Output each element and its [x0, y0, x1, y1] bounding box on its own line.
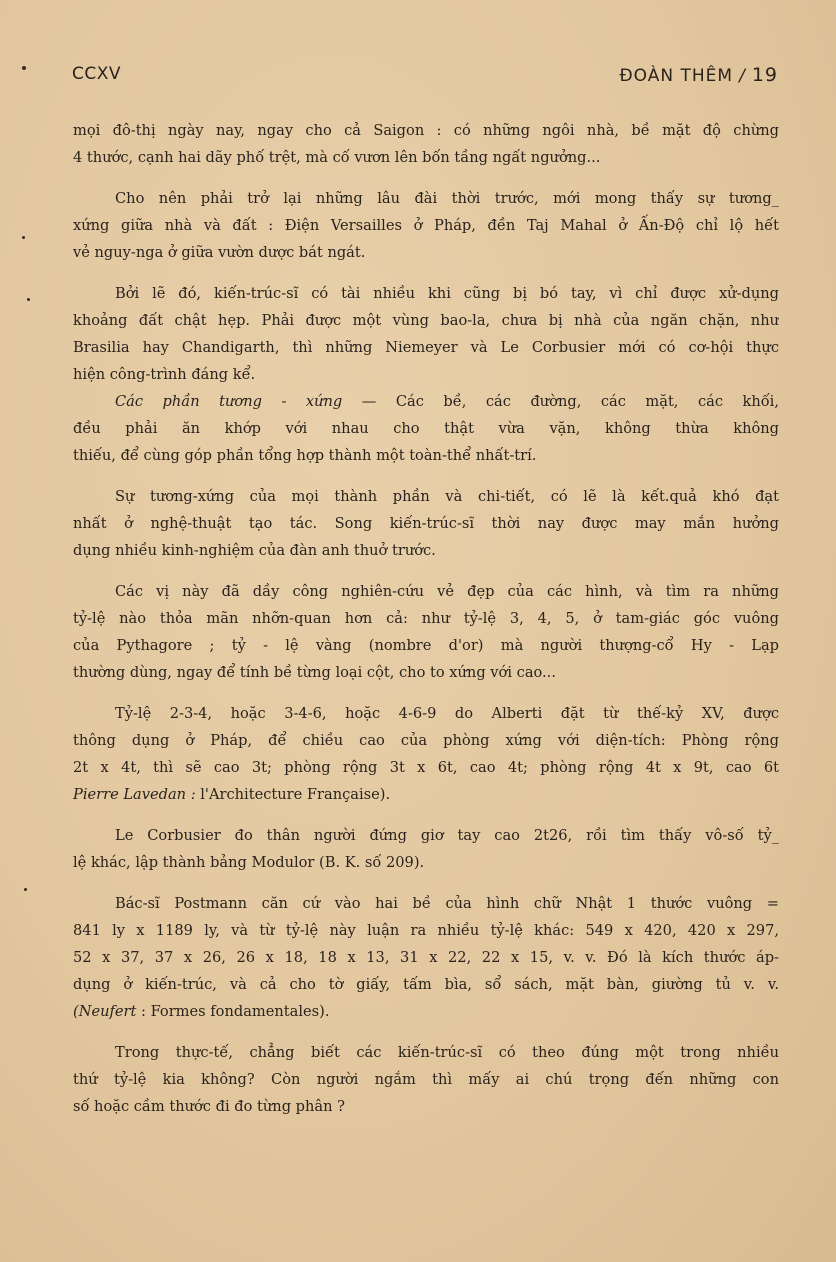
text-line: [73, 415, 779, 442]
text-line-content: Tỷ-lệ 2-3-4, hoặc 3-4-6, hoặc 4-6-9 do Alberti đặt từ thế-kỷ XV, được: [115, 705, 779, 722]
text-line: [73, 537, 779, 564]
italic-lead: (Neufert: [73, 1003, 137, 1020]
text-line: [73, 212, 779, 239]
text-line-content: dụng ở kiến-trúc, và cả cho tờ giấy, tấm bìa, sổ sách, mặt bàn, giường tủ v. v.: [73, 976, 779, 993]
author-name: ĐOÀN THÊM: [619, 66, 734, 86]
text-line: [73, 361, 779, 388]
text-line: [73, 917, 779, 944]
body-text: [73, 117, 779, 1120]
text-line-content: thường dùng, ngay để tính bề từng loại cột, cho to xứng với cao...: [73, 664, 556, 681]
page-blemish: [22, 236, 25, 239]
italic-lead: Pierre Lavedan :: [73, 786, 196, 803]
text-line-content: tỷ-lệ nào thỏa mãn nhỡn-quan hơn cả: như tỷ-lệ 3, 4, 5, ở tam-giác góc vuông: [73, 610, 779, 627]
text-line: [73, 334, 779, 361]
running-header: [72, 64, 778, 88]
text-line: [73, 998, 779, 1025]
text-line-content: l'Architecture Française).: [200, 786, 391, 803]
author-and-page: [619, 64, 778, 86]
text-line-content: Các vị này đã dầy công nghiên-cứu vẻ đẹp của các hình, và tìm ra những: [115, 583, 779, 600]
italic-lead: Các phần tương - xứng: [115, 393, 343, 410]
text-line: [73, 700, 779, 727]
text-line: [73, 659, 779, 686]
text-line-content: khoảng đất chật hẹp. Phải được một vùng bao-la, chưa bị nhà của ngăn chặn, như: [73, 312, 779, 329]
text-line: [73, 1093, 779, 1120]
text-line-content: nhất ở nghệ-thuật tạo tác. Song kiến-trúc-sĩ thời nay được may mắn hưởng: [73, 515, 779, 532]
text-line: [73, 185, 779, 212]
text-line-content: đều phải ăn khớp với nhau cho thật vừa vặn, không thừa không: [73, 420, 779, 437]
text-line: [73, 144, 779, 171]
text-line-content: số hoặc cầm thước đi đo từng phân ?: [73, 1098, 345, 1115]
text-line-content: thứ tỷ-lệ kia không? Còn người ngắm thì mấy ai chú trọng đến những con: [73, 1071, 779, 1088]
section-number: CCXV: [72, 64, 122, 84]
text-line-content: Bác-sĩ Postmann căn cứ vào hai bề của hình chữ Nhật 1 thước vuông =: [115, 895, 779, 912]
text-line-content: Trong thực-tế, chẳng biết các kiến-trúc-sĩ có theo đúng một trong nhiều: [115, 1044, 779, 1061]
text-line-content: Le Corbusier đo thân người đứng giơ tay cao 2t26, rồi tìm thấy vô-số tỷ_: [115, 827, 779, 844]
text-line: [73, 483, 779, 510]
text-line: [73, 632, 779, 659]
text-line-content: của Pythagore ; tỷ - lệ vàng (nombre d'or) mà người thượng-cổ Hy - Lạp: [73, 637, 779, 654]
text-line: [73, 822, 779, 849]
text-line-content: Sự tương-xứng của mọi thành phần và chi-tiết, có lẽ là kết.quả khó đạt: [115, 488, 779, 505]
text-line: [73, 944, 779, 971]
text-line-content: Cho nên phải trở lại những lâu đài thời trước, mới mong thấy sự tương_: [115, 190, 779, 207]
text-line: [73, 849, 779, 876]
page-number: 19: [751, 64, 778, 86]
text-line: [73, 307, 779, 334]
text-line-content: 52 x 37, 37 x 26, 26 x 18, 18 x 13, 31 x 22, 22 x 15, v. v. Đó là kích thước áp-: [73, 949, 779, 966]
text-line: [73, 510, 779, 537]
page-blemish: [27, 298, 30, 301]
text-line-content: 4 thước, cạnh hai dãy phố trệt, mà cố vươn lên bốn tầng ngất ngưởng...: [73, 149, 601, 166]
text-line-content: dụng nhiều kinh-nghiệm của đàn anh thuở trước.: [73, 542, 436, 559]
text-line-content: xứng giữa nhà và đất : Điện Versailles ở Pháp, đền Taj Mahal ở Ấn-Độ chỉ lộ hết: [73, 217, 779, 234]
text-line-content: mọi đô-thị ngày nay, ngay cho cả Saigon : có những ngôi nhà, bề mặt độ chừng: [73, 122, 779, 139]
text-line-content: thiếu, để cùng góp phần tổng hợp thành một toàn-thể nhất-trí.: [73, 447, 537, 464]
text-line-content: — Các bề, các đường, các mặt, các khối,: [361, 393, 779, 410]
text-line: [73, 605, 779, 632]
text-line: [73, 1066, 779, 1093]
text-line: [73, 971, 779, 998]
text-line: [73, 727, 779, 754]
text-line-content: hiện công-trình đáng kể.: [73, 366, 256, 383]
text-line-content: 2t x 4t, thì sẽ cao 3t; phòng rộng 3t x 6t, cao 4t; phòng rộng 4t x 9t, cao 6t: [73, 759, 779, 776]
text-line-content: 841 ly x 1189 ly, và từ tỷ-lệ này luận ra nhiều tỷ-lệ khác: 549 x 420, 420 x 297,: [73, 922, 779, 939]
text-line: [73, 890, 779, 917]
text-line: [73, 578, 779, 605]
text-line-content: Bởi lẽ đó, kiến-trúc-sĩ có tài nhiều khi cũng bị bó tay, vì chỉ được xử-dụng: [115, 285, 779, 302]
text-line: [73, 1039, 779, 1066]
text-line: [73, 388, 779, 415]
text-line-content: Brasilia hay Chandigarth, thì những Niemeyer và Le Corbusier mới có cơ-hội thực: [73, 339, 779, 356]
text-line-content: : Formes fondamentales).: [141, 1003, 330, 1020]
text-line-content: vẻ nguy-nga ở giữa vườn dược bát ngát.: [73, 244, 366, 261]
text-line: [73, 117, 779, 144]
page-blemish: [22, 66, 26, 70]
text-line: [73, 754, 779, 781]
page-blemish: [24, 888, 27, 891]
text-line: [73, 442, 779, 469]
text-line: [73, 781, 779, 808]
text-line-content: lệ khác, lập thành bảng Modulor (B. K. số 209).: [73, 854, 425, 871]
text-line-content: thông dụng ở Pháp, để chiều cao của phòng xứng với diện-tích: Phòng rộng: [73, 732, 779, 749]
text-line: [73, 239, 779, 266]
header-separator: /: [739, 66, 746, 86]
text-line: [73, 280, 779, 307]
